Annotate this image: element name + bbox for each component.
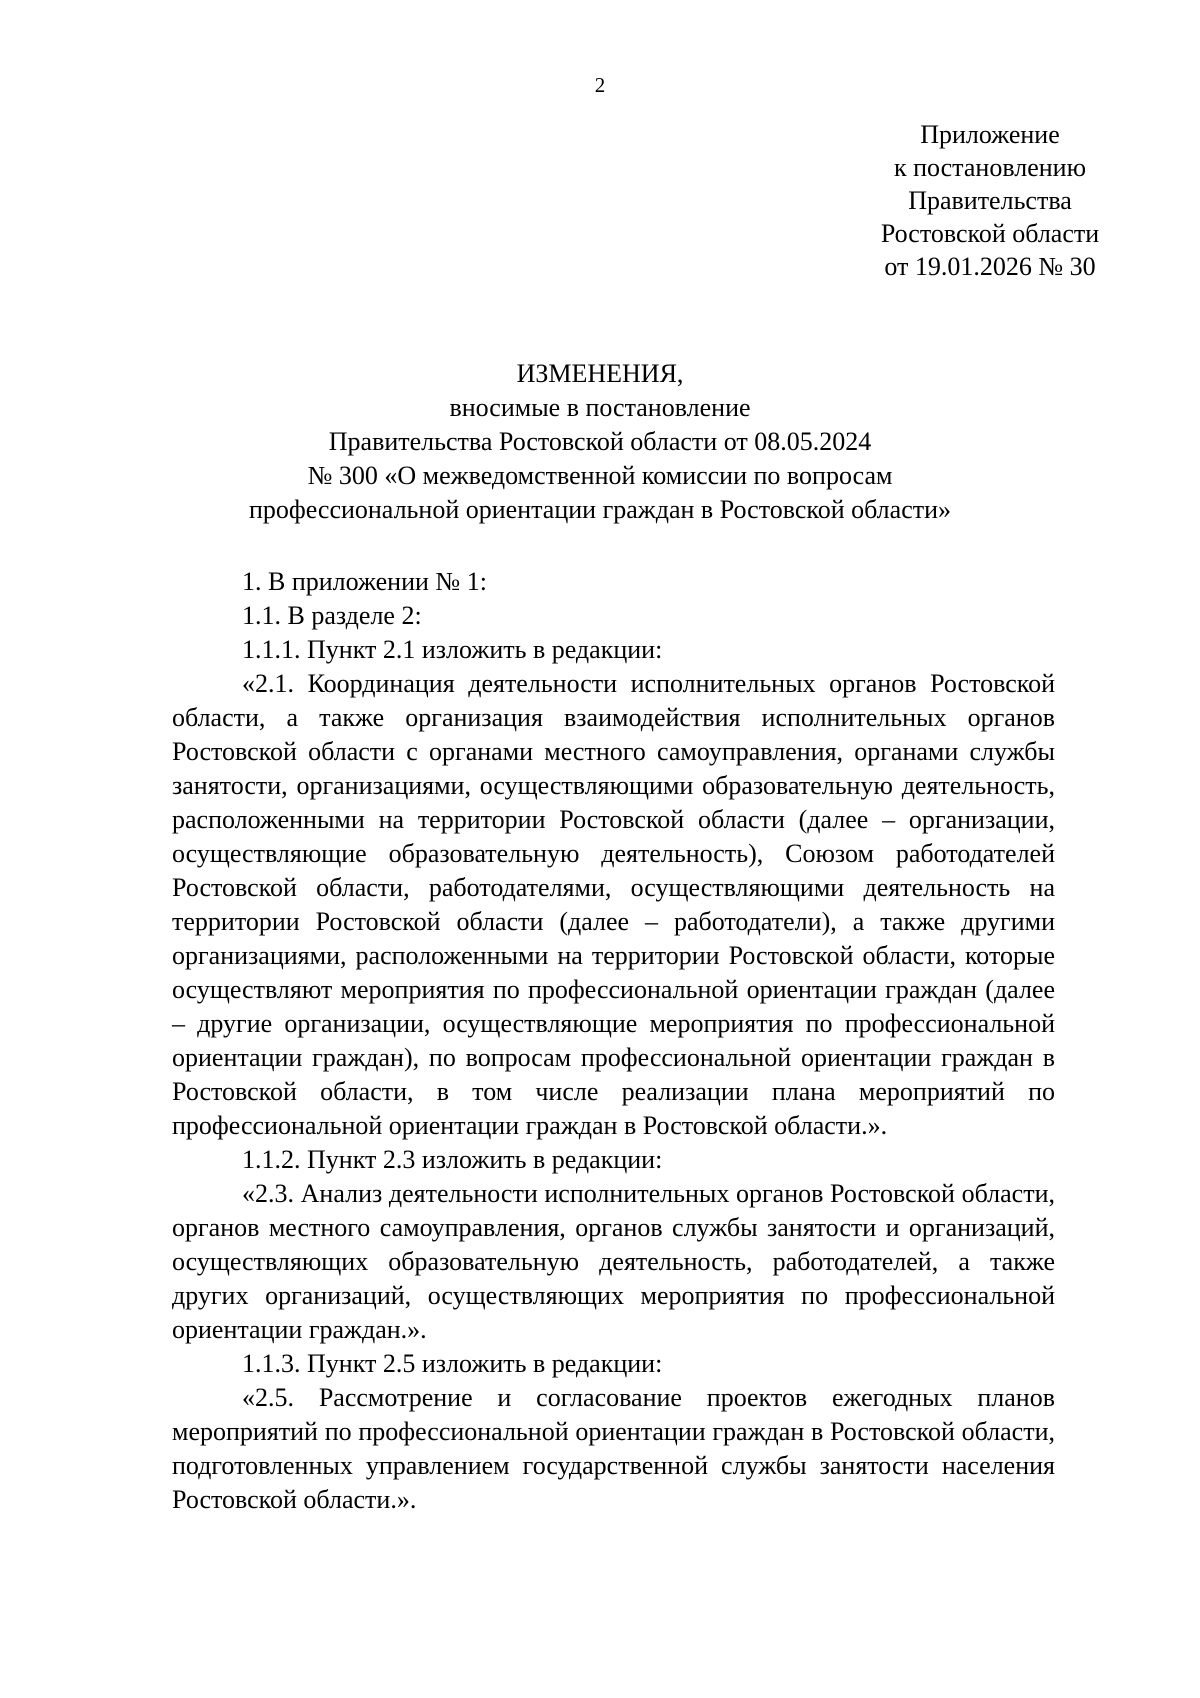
- appendix-line: Приложение: [920, 120, 1060, 149]
- document-body: [172, 565, 1055, 1517]
- title-heading: ИЗМЕНЕНИЯ,: [516, 359, 684, 388]
- appendix-line: Правительства: [908, 186, 1072, 215]
- appendix-line: Ростовской области: [880, 219, 1100, 248]
- appendix-line: от 19.01.2026 № 30: [884, 252, 1096, 281]
- body-paragraph: 1.1.2. Пункт 2.3 изложить в редакции:: [242, 1145, 663, 1174]
- document-title: [200, 357, 1000, 527]
- body-paragraph: 1.1.3. Пункт 2.5 изложить в редакции:: [242, 1349, 663, 1378]
- title-line: профессиональной ориентации граждан в Ростовской области»: [248, 495, 952, 524]
- body-paragraph: «2.3. Анализ деятельности исполнительных органов Ростовской области, органов местного самоуправления, органов службы занятости и организаций, осуществляющих образовательную деятельность, работодателей, а также других организаций, осуществляющих мероприятия по профессиональной ориентации граждан.».: [172, 1179, 1055, 1344]
- body-paragraph: «2.1. Координация деятельности исполнительных органов Ростовской области, а также организация взаимодействия исполнительных органов Ростовской области с органами местного самоуправления, органами службы занятости, организациями, осуществляющими образовательную деятельность, расположенными на территории Ростовской области (далее – организации, осуществляющие образовательную деятельность), Союзом работодателей Ростовской области, работодателями, осуществляющими деятельность на территории Ростовской области (далее – работодатели), а также другими организациями, расположенными на территории Ростовской области, которые осуществляют мероприятия по профессиональной ориентации граждан (далее – другие организации, осуществляющие мероприятия по профессиональной ориентации граждан), по вопросам профессиональной ориентации граждан в Ростовской области, в том числе реализации плана мероприятий по профессиональной ориентации граждан в Ростовской области.».: [172, 669, 1055, 1140]
- body-paragraph: 1. В приложении № 1:: [242, 567, 487, 596]
- title-line: Правительства Ростовской области от 08.05.2024: [328, 427, 872, 456]
- title-line: № 300 «О межведомственной комиссии по вопросам: [307, 461, 893, 490]
- body-paragraph: 1.1.1. Пункт 2.1 изложить в редакции:: [242, 635, 663, 664]
- page-number: 2: [594, 73, 606, 97]
- appendix-line: к постановлению: [893, 153, 1087, 182]
- appendix-block: [840, 118, 1140, 283]
- body-paragraph: 1.1. В разделе 2:: [242, 601, 422, 630]
- title-line: вносимые в постановление: [449, 393, 751, 422]
- body-paragraph: «2.5. Рассмотрение и согласование проектов ежегодных планов мероприятий по профессиональной ориентации граждан в Ростовской области, подготовленных управлением государственной службы занятости населения Ростовской области.».: [172, 1383, 1055, 1514]
